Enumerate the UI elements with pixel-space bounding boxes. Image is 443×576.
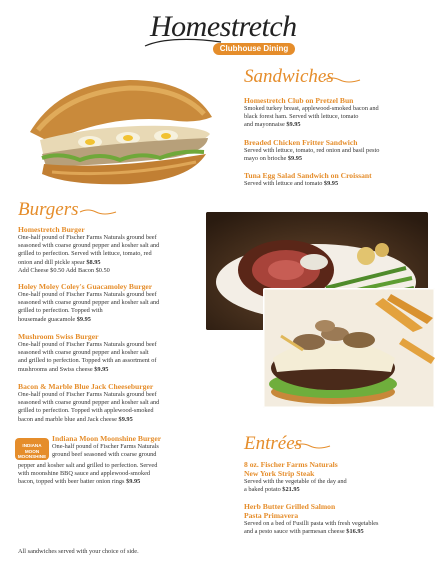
brand-subtitle: Clubhouse Dining [213,43,295,55]
burger-item-desc: One-half pound of Fischer Farms Naturals ground beef seasoned with coarse ground pepper and kosher salt and grilled to perfection. Topped with an assortment of mushrooms and Swiss cheese $9.95 [18,341,157,373]
sandwich-item-price: $9.95 [323,180,339,187]
indiana-moon-badge: INDIANA MOON MOONSHINE [15,438,49,460]
sandwich-item [244,96,434,130]
burger-item-name: Mushroom Swiss Burger [18,332,99,341]
entrees-title: Entrées [244,433,303,454]
logo-swoosh-icon [143,36,223,50]
footer-note: All sandwiches served with your choice of side. [18,548,139,555]
sandwich-item-desc: Served with lettuce and tomato $9.95 [244,180,339,187]
burger-item-name: Bacon & Marble Blue Jack Cheeseburger [18,382,154,391]
burger-item-price: $8.95 [86,258,101,266]
entree-item-name: Herb Butter Grilled Salmon Pasta Primavera [244,502,336,520]
sandwich-item-desc: Smoked turkey breast, applewood-smoked bacon and black forest ham. Served with lettuce, tomato and mayonnaise $9.95 [244,105,379,129]
burger-item-desc: One-half pound of Fischer Farms Naturals ground beef seasoned with coarse ground pepper and kosher salt and grilled to perfection. Served with lettuce, tomato, red onion and dill pickle spear $8.95 Add Cheese $0.50 Add Bacon $0.50 [18,234,208,275]
burger-item-price: $9.95 [94,365,109,373]
burger-item-price: $9.95 [76,315,91,323]
sandwiches-title: Sandwiches [244,66,334,87]
entrees-flourish-icon [292,442,332,450]
sandwich-item-name: Breaded Chicken Fritter Sandwich [244,138,358,147]
burger-item [52,434,212,459]
burger-item-price: $9.95 [118,415,133,423]
sandwich-item [244,171,434,188]
burger-item [18,382,208,424]
entree-item-desc: Served with the vegetable of the day and a baked potato $21.95 [244,478,347,494]
entree-item [244,502,434,536]
sandwiches-flourish-icon [322,76,362,84]
entree-item-price: $16.95 [346,528,364,536]
burger-item [18,332,208,374]
burger-item [18,225,208,275]
burger-item-desc-cont: pepper and kosher salt and grilled to perfection. Served with moonshine BBQ sauce and applewood-smoked bacon, topped with beer batter onion rings $9.95 [18,462,158,486]
burgers-title: Burgers [18,199,79,220]
burger-item-name: Holey Moley Coley's Guacamoley Burger [18,282,153,291]
burger-item-desc: One-half pound of Fischer Farms Naturals ground beef seasoned with coarse ground [52,443,159,459]
burger-item-name: Indiana Moon Moonshine Burger [52,434,162,443]
sandwich-item-desc: Served with lettuce, tomato, red onion and basil pesto mayo on brioche $9.95 [244,147,380,163]
burger-photo [263,288,435,408]
sandwich-item [244,138,434,163]
burger-item [18,282,208,324]
entree-item-name: 8 oz. Fischer Farms Naturals New York Strip Steak [244,460,338,478]
croissant-sandwich-photo [20,62,220,192]
burger-item-price: $9.95 [126,478,141,486]
burger-item-desc: One-half pound of Fischer Farms Naturals ground beef seasoned with coarse ground pepper and kosher salt and grilled to perfection. Topped with applewood-smoked bacon and marble blue and Jack cheese $9.95 [18,391,160,423]
sandwich-item-price: $9.95 [286,121,301,129]
burgers-flourish-icon [78,208,118,216]
burger-item-name: Homestretch Burger [18,225,85,234]
entree-item-price: $21.95 [282,486,300,494]
burger-item-desc: One-half pound of Fischer Farms Naturals ground beef seasoned with coarse ground pepper and kosher salt and grilled to perfection. Topped with housemade guacamole $9.95 [18,291,160,323]
brand-name: Homestretch [150,10,297,43]
burger-item-extra: Add Cheese $0.50 Add Bacon $0.50 [18,266,110,274]
sandwich-item-name: Tuna Egg Salad Sandwich on Croissant [244,171,372,180]
sandwich-item-price: $9.95 [287,155,303,163]
entree-item [244,460,434,494]
sandwich-item-name: Homestretch Club on Pretzel Bun [244,96,354,105]
entree-item-desc: Served on a bed of Fusilli pasta with fresh vegetables and a pesto sauce with parmesan cheese $16.95 [244,520,379,536]
